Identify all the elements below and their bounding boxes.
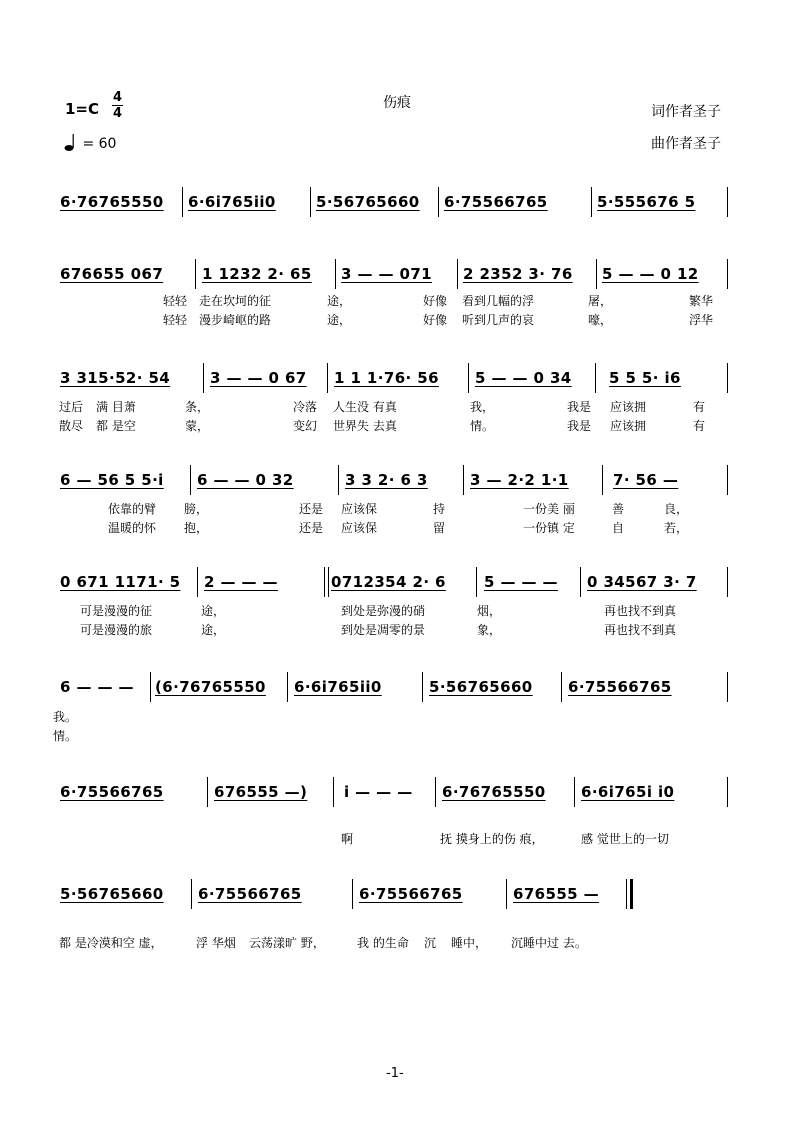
measure: 3 3 2· 6 3 [345, 471, 428, 489]
measure: 5 — — 0 12 [602, 265, 699, 283]
measure: 6 — 56 5 5·i [60, 471, 164, 489]
lyric: 良， [664, 502, 689, 516]
measure: 676655 067 [60, 265, 164, 283]
measure: 6·75566765 [359, 885, 463, 903]
score-row-6 [57, 670, 729, 704]
lyric: 途， [201, 623, 226, 637]
measure: 0712354 2· 6 [331, 573, 446, 591]
measure: 6 — — — [60, 678, 134, 696]
measure: 5 — — 0 34 [475, 369, 572, 387]
lyric: 我是 [567, 400, 592, 414]
measure: 6·6i765ii0 [294, 678, 382, 696]
lyric: 我 的生命 [357, 936, 409, 950]
lyric: 留 [433, 521, 446, 535]
measure: 2 — — — [204, 573, 278, 591]
measure: 1 1232 2· 65 [202, 265, 312, 283]
page-number: -1- [386, 1066, 404, 1081]
lyric: 有 [693, 400, 706, 414]
measure: 676555 — [513, 885, 600, 903]
lyric: 持 [433, 502, 446, 516]
measure: 7· 56 — [613, 471, 679, 489]
lyric: 我是 [567, 419, 592, 433]
score-row-4 [57, 463, 729, 497]
lyric: 途， [201, 604, 226, 618]
measure: 5·56765660 [60, 885, 164, 903]
lyric: 到处是凋零的景 [341, 623, 426, 637]
lyric: 我。 [53, 710, 78, 724]
lyric: 若， [664, 521, 689, 535]
lyric: 有 [693, 419, 706, 433]
lyric: 烟， [477, 604, 502, 618]
lyric: 轻轻 [163, 313, 188, 327]
lyric: 还是 [299, 502, 324, 516]
lyric: 走在坎坷的征 [199, 294, 272, 308]
lyric: 世界失 去真 [333, 419, 397, 433]
lyric: 我， [470, 400, 495, 414]
time-signature-bottom: 4 [112, 106, 123, 121]
lyric: 膀， [184, 502, 209, 516]
lyric: 应该保 [341, 521, 378, 535]
lyric: 途， [327, 313, 352, 327]
lyric: 沉睡中过 去。 [511, 936, 587, 950]
lyric: 啊 [341, 832, 354, 846]
lyric: 条， [185, 400, 210, 414]
measure: 6·75566765 [444, 193, 548, 211]
measure: 5·56765660 [316, 193, 420, 211]
measure: 3 — — 071 [341, 265, 433, 283]
measure: 676555 —) [214, 783, 308, 801]
key-signature: 1=C [65, 100, 100, 118]
measure: 5 5 5· i6 [609, 369, 681, 387]
score-row-2 [57, 257, 729, 291]
measure: 3 315·52· 54 [60, 369, 171, 387]
lyric: 象， [477, 623, 502, 637]
lyric: 温暖的怀 [108, 521, 157, 535]
time-signature-top: 4 [112, 90, 123, 105]
lyric: 还是 [299, 521, 324, 535]
measure: i — — — [344, 783, 413, 801]
lyric: 云荡漾旷 野， [249, 936, 325, 950]
lyric: 过后 [59, 400, 84, 414]
lyric: 途， [327, 294, 352, 308]
lyric: 应该保 [341, 502, 378, 516]
lyric: 依靠的臂 [108, 502, 157, 516]
score-row-3 [57, 361, 729, 395]
score-row-7 [57, 775, 729, 809]
lyric: 可是漫漫的旅 [80, 623, 153, 637]
lyric: 屠， [588, 294, 613, 308]
lyric: 再也找不到真 [604, 623, 677, 637]
lyric: 看到几幅的浮 [462, 294, 535, 308]
lyric: 善 [612, 502, 625, 516]
lyric: 轻轻 [163, 294, 188, 308]
lyric: 都 是空 [96, 419, 136, 433]
measure: 6·76765550 [60, 193, 164, 211]
lyric: 感 觉世上的一切 [581, 832, 669, 846]
measure: 3 — 2·2 1·1 [470, 471, 569, 489]
song-title: 伤痕 [383, 95, 411, 111]
lyric: 变幻 [293, 419, 318, 433]
lyric: 散尽 [59, 419, 84, 433]
lyric: 浮华 [689, 313, 714, 327]
measure: 6·6i765ii0 [188, 193, 276, 211]
lyric: 再也找不到真 [604, 604, 677, 618]
lyric: 抚 摸身上的伤 痕， [440, 832, 544, 846]
measure: 5·555676 5 [597, 193, 696, 211]
lyric: 人生没 有真 [333, 400, 397, 414]
lyric: 抱， [184, 521, 209, 535]
measure: 6·6i765i i0 [581, 783, 675, 801]
measure: 3 — — 0 67 [210, 369, 307, 387]
measure: 6·75566765 [60, 783, 164, 801]
measure: 2 2352 3· 76 [463, 265, 573, 283]
lyric: 沉 [424, 936, 437, 950]
measure: 0 671 1171· 5 [60, 573, 181, 591]
measure: 6·75566765 [568, 678, 672, 696]
lyric: 好像 [423, 313, 448, 327]
lyric: 到处是弥漫的硝 [341, 604, 426, 618]
measure: 5·56765660 [429, 678, 533, 696]
lyricist-credit: 词作者圣子 [651, 104, 721, 120]
lyric: 嚎， [588, 313, 613, 327]
measure: 6·75566765 [198, 885, 302, 903]
measure: 5 — — — [484, 573, 558, 591]
tempo-marking [64, 134, 116, 152]
lyric: 蒙， [185, 419, 210, 433]
time-signature [112, 91, 123, 120]
lyric: 一份美 丽 [523, 502, 575, 516]
lyric: 漫步崎岖的路 [199, 313, 272, 327]
quarter-note-icon [64, 134, 78, 152]
tempo-value: = 60 [82, 136, 117, 152]
measure: (6·76765550 [155, 678, 266, 696]
lyric: 满 目萧 [96, 400, 136, 414]
lyric: 睡中， [451, 936, 488, 950]
lyric: 都 是冷漠和空 虚， [59, 936, 163, 950]
lyric: 应该拥 [610, 419, 647, 433]
lyric: 冷落 [293, 400, 318, 414]
lyric: 情。 [53, 729, 78, 743]
lyric: 一份镇 定 [523, 521, 575, 535]
lyric: 自 [612, 521, 625, 535]
composer-credit: 曲作者圣子 [651, 136, 721, 152]
measure: 1 1 1·76· 56 [334, 369, 439, 387]
measure: 6 — — 0 32 [197, 471, 294, 489]
measure: 0 34567 3· 7 [587, 573, 697, 591]
measure: 6·76765550 [442, 783, 546, 801]
score-row-8 [57, 877, 729, 911]
lyric: 浮 华烟 [196, 936, 236, 950]
lyric: 好像 [423, 294, 448, 308]
lyric: 应该拥 [610, 400, 647, 414]
lyric: 繁华 [689, 294, 714, 308]
score-row-5 [57, 565, 729, 599]
lyric: 听到几声的哀 [462, 313, 535, 327]
lyric: 可是漫漫的征 [80, 604, 153, 618]
score-row-1 [57, 185, 729, 219]
lyric: 情。 [470, 419, 495, 433]
